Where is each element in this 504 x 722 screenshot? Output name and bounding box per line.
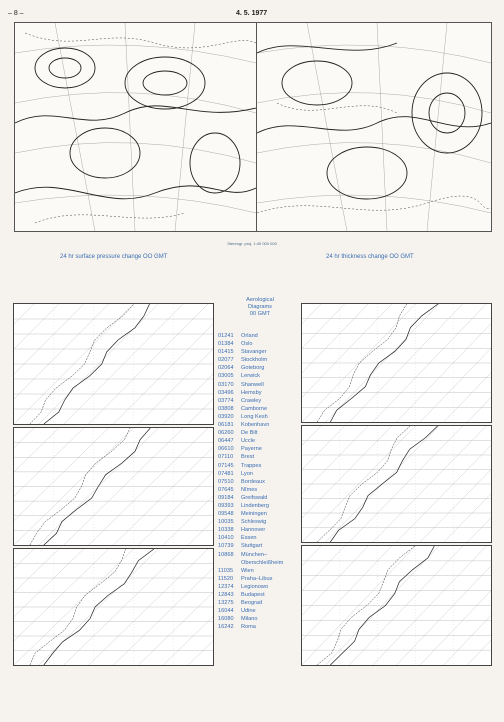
station-name: Nîmes xyxy=(241,486,258,493)
station-row xyxy=(218,534,302,542)
station-name: Milano xyxy=(241,616,258,623)
station-row xyxy=(218,405,302,413)
station-id: 10035 xyxy=(218,519,234,526)
station-id: 06181 xyxy=(218,422,234,429)
station-id: 16044 xyxy=(218,608,234,615)
station-id: 16242 xyxy=(218,624,234,631)
station-name: Kobenhavn xyxy=(241,422,270,429)
thickness-change-map xyxy=(256,22,492,232)
station-id: 01241 xyxy=(218,333,234,339)
station-row xyxy=(218,599,302,607)
station-id: 07645 xyxy=(218,486,234,493)
station-name: Oberschleißheim xyxy=(241,559,284,566)
projection-note: Stereogr. proj. 1:40 000 000 xyxy=(227,241,277,246)
aerological-title-line: Diagrams xyxy=(248,304,272,310)
station-name: Brest xyxy=(241,454,255,461)
station-id: 10739 xyxy=(218,543,234,550)
station-id: 10868 xyxy=(218,551,234,558)
station-row xyxy=(218,421,302,429)
station-row xyxy=(218,583,302,591)
station-row xyxy=(218,510,302,518)
station-id: 12843 xyxy=(218,592,234,598)
station-name: Stuttgart xyxy=(241,543,263,550)
station-name: Trappes xyxy=(241,462,262,469)
station-rows xyxy=(218,332,302,631)
station-row xyxy=(218,389,302,397)
station-row xyxy=(218,591,302,599)
station-id: 09393 xyxy=(218,502,234,509)
aerological-title-line: Aerological xyxy=(246,297,274,303)
station-id: 03170 xyxy=(218,381,234,388)
aerological-station-list xyxy=(218,297,302,631)
aerological-title xyxy=(218,297,302,318)
aerological-diagram xyxy=(13,548,214,666)
station-name: Oslo xyxy=(241,341,253,348)
station-row xyxy=(218,518,302,526)
station-name: Greifswald xyxy=(241,494,268,501)
station-id: 07145 xyxy=(218,462,234,469)
station-name: Camborne xyxy=(241,405,268,412)
station-name: Legionowo xyxy=(241,583,269,590)
station-row xyxy=(218,453,302,461)
station-name: Orland xyxy=(241,333,258,339)
station-id: 09184 xyxy=(218,494,234,501)
station-id: 06447 xyxy=(218,438,234,445)
station-row xyxy=(218,502,302,510)
station-id: 01384 xyxy=(218,341,234,348)
station-name: Schleswig xyxy=(241,519,267,526)
station-row xyxy=(218,397,302,405)
thickness-caption: 24 hr thickness change OO GMT xyxy=(326,254,414,260)
station-id: 03005 xyxy=(218,373,234,380)
station-row xyxy=(218,494,302,502)
station-row xyxy=(218,348,302,356)
station-id: 16080 xyxy=(218,616,234,623)
aerological-diagram xyxy=(13,427,214,546)
station-id: 10338 xyxy=(218,527,234,534)
station-row xyxy=(218,372,302,380)
station-id: 03808 xyxy=(218,405,234,412)
station-id: 06260 xyxy=(218,430,234,437)
aerological-title-line: 00 GMT xyxy=(249,311,271,317)
surface-pressure-caption: 24 hr surface pressure change OO GMT xyxy=(60,254,168,260)
station-id: 09548 xyxy=(218,511,234,518)
station-name: De Bilt xyxy=(241,430,258,437)
station-id: 13275 xyxy=(218,600,234,607)
station-name: Shanwell xyxy=(241,381,264,388)
station-row xyxy=(218,340,302,348)
station-row xyxy=(218,526,302,534)
station-name: München– xyxy=(241,551,268,558)
station-row xyxy=(218,575,302,583)
station-row xyxy=(218,364,302,372)
station-id: 02064 xyxy=(218,365,234,372)
station-row xyxy=(218,542,302,550)
station-row xyxy=(218,615,302,623)
aerological-diagram xyxy=(13,303,214,425)
page-date: 4. 5. 1977 xyxy=(236,10,268,17)
station-id: 10410 xyxy=(218,535,234,542)
station-id xyxy=(218,559,241,567)
station-row xyxy=(218,356,302,364)
station-name: Lyon xyxy=(241,470,253,477)
station-name: Hemsby xyxy=(241,389,262,396)
aerological-diagram xyxy=(301,425,492,543)
station-row xyxy=(218,559,302,567)
station-name: Payerne xyxy=(241,446,262,453)
station-id: 11520 xyxy=(218,575,234,582)
station-id: 02077 xyxy=(218,357,234,364)
station-name: Wien xyxy=(241,567,254,574)
station-row xyxy=(218,623,302,631)
station-id: 03496 xyxy=(218,389,234,396)
surface-pressure-change-map xyxy=(14,22,257,232)
station-row xyxy=(218,381,302,389)
aerological-diagram xyxy=(301,545,492,666)
station-name: Stavanger xyxy=(241,349,267,356)
station-name: Meiningen xyxy=(241,511,267,518)
station-name: Uccle xyxy=(241,438,255,445)
station-id: 01415 xyxy=(218,349,234,356)
station-row xyxy=(218,486,302,494)
station-name: Praha–Libus xyxy=(241,575,273,582)
station-row xyxy=(218,551,302,559)
page-number: – 8 – xyxy=(8,10,24,17)
station-name: Udine xyxy=(241,608,256,615)
station-row xyxy=(218,445,302,453)
station-row xyxy=(218,478,302,486)
station-row xyxy=(218,437,302,445)
station-name: Bordeaux xyxy=(241,478,265,485)
station-name: Lindenberg xyxy=(241,502,269,509)
station-row xyxy=(218,567,302,575)
station-name: Roma xyxy=(241,624,256,631)
station-id: 03920 xyxy=(218,413,234,420)
station-row xyxy=(218,462,302,470)
station-id: 06610 xyxy=(218,446,234,453)
station-id: 07481 xyxy=(218,470,234,477)
station-name: Stockholm xyxy=(241,357,268,364)
aerological-diagram xyxy=(301,303,492,423)
station-name: Beograd xyxy=(241,600,263,607)
station-id: 11035 xyxy=(218,567,234,574)
station-name: Budapest xyxy=(241,592,265,598)
station-id: 07110 xyxy=(218,454,234,461)
station-id: 03774 xyxy=(218,397,234,404)
station-name: Essen xyxy=(241,535,257,542)
station-row xyxy=(218,607,302,615)
station-name: Goteborg xyxy=(241,365,265,372)
station-name: Long Kesh xyxy=(241,413,268,420)
station-name: Lerwick xyxy=(241,373,260,380)
station-row xyxy=(218,332,302,340)
station-row xyxy=(218,470,302,478)
station-id: 07510 xyxy=(218,478,234,485)
station-id: 12374 xyxy=(218,583,234,590)
station-name: Crawley xyxy=(241,397,262,404)
station-row xyxy=(218,429,302,437)
station-row xyxy=(218,413,302,421)
station-name: Hannover xyxy=(241,527,266,534)
